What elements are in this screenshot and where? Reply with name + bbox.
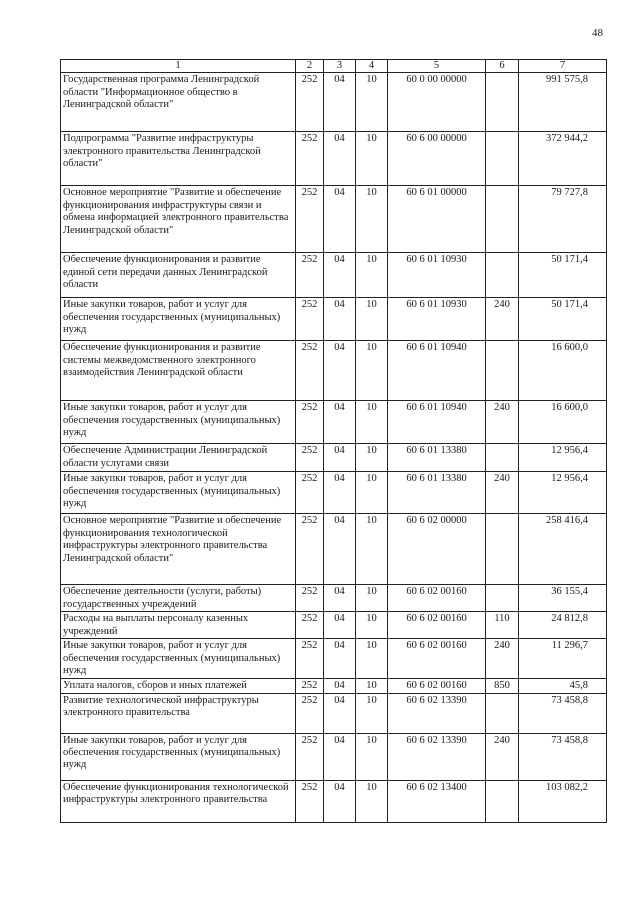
row-section: 04 [324, 132, 356, 186]
row-name: Обеспечение деятельности (услуги, работы) государственных учреждений [61, 585, 296, 612]
row-name: Уплата налогов, сборов и иных платежей [61, 679, 296, 693]
row-expense-type [486, 73, 519, 132]
row-target-article: 60 6 01 10930 [388, 298, 486, 341]
row-amount: 16 600,0 [519, 401, 607, 444]
row-admin-code: 252 [296, 733, 324, 780]
row-section: 04 [324, 780, 356, 822]
row-target-article: 60 6 01 13380 [388, 444, 486, 472]
row-name: Иные закупки товаров, работ и услуг для обеспечения государственных (муниципальных) нужд [61, 401, 296, 444]
row-subsection: 10 [356, 186, 388, 253]
row-name: Иные закупки товаров, работ и услуг для обеспечения государственных (муниципальных) нужд [61, 639, 296, 679]
table-row [61, 585, 607, 612]
row-admin-code: 252 [296, 341, 324, 401]
table-row [61, 73, 607, 132]
row-amount: 36 155,4 [519, 585, 607, 612]
table-body [61, 60, 607, 823]
table-header-row [61, 60, 607, 73]
row-amount: 12 956,4 [519, 444, 607, 472]
row-subsection: 10 [356, 132, 388, 186]
row-amount: 991 575,8 [519, 73, 607, 132]
row-subsection: 10 [356, 472, 388, 514]
row-name: Основное мероприятие "Развитие и обеспечение функционирования инфраструктуры связи и обмена информацией электронного правительства Ленинградской области" [61, 186, 296, 253]
row-expense-type [486, 514, 519, 585]
row-section: 04 [324, 401, 356, 444]
table-row [61, 444, 607, 472]
row-expense-type [486, 132, 519, 186]
row-target-article: 60 6 02 13390 [388, 693, 486, 733]
row-subsection: 10 [356, 639, 388, 679]
row-subsection: 10 [356, 298, 388, 341]
row-expense-type: 240 [486, 298, 519, 341]
row-subsection: 10 [356, 514, 388, 585]
header-cell-2: 2 [296, 60, 324, 73]
table-row [61, 132, 607, 186]
row-target-article: 60 6 02 00000 [388, 514, 486, 585]
row-admin-code: 252 [296, 693, 324, 733]
row-subsection: 10 [356, 253, 388, 298]
row-target-article: 60 6 00 00000 [388, 132, 486, 186]
row-amount: 258 416,4 [519, 514, 607, 585]
row-admin-code: 252 [296, 639, 324, 679]
header-cell-4: 4 [356, 60, 388, 73]
row-name: Иные закупки товаров, работ и услуг для обеспечения государственных (муниципальных) нужд [61, 472, 296, 514]
row-target-article: 60 6 01 10940 [388, 401, 486, 444]
row-amount: 50 171,4 [519, 298, 607, 341]
row-admin-code: 252 [296, 472, 324, 514]
row-name: Иные закупки товаров, работ и услуг для обеспечения государственных (муниципальных) нужд [61, 298, 296, 341]
row-expense-type: 850 [486, 679, 519, 693]
row-section: 04 [324, 693, 356, 733]
row-admin-code: 252 [296, 253, 324, 298]
row-subsection: 10 [356, 733, 388, 780]
row-section: 04 [324, 298, 356, 341]
row-subsection: 10 [356, 585, 388, 612]
row-amount: 50 171,4 [519, 253, 607, 298]
row-section: 04 [324, 514, 356, 585]
row-section: 04 [324, 186, 356, 253]
row-target-article: 60 0 00 00000 [388, 73, 486, 132]
row-section: 04 [324, 444, 356, 472]
table-row [61, 733, 607, 780]
row-section: 04 [324, 472, 356, 514]
row-amount: 24 812,8 [519, 612, 607, 639]
row-subsection: 10 [356, 341, 388, 401]
row-expense-type [486, 444, 519, 472]
header-cell-6: 6 [486, 60, 519, 73]
row-subsection: 10 [356, 693, 388, 733]
row-name: Расходы на выплаты персоналу казенных учреждений [61, 612, 296, 639]
row-section: 04 [324, 733, 356, 780]
row-subsection: 10 [356, 444, 388, 472]
table-row [61, 472, 607, 514]
table-row [61, 514, 607, 585]
header-cell-1: 1 [61, 60, 296, 73]
table-row [61, 253, 607, 298]
row-amount: 11 296,7 [519, 639, 607, 679]
row-name: Развитие технологической инфраструктуры электронного правительства [61, 693, 296, 733]
row-expense-type: 240 [486, 639, 519, 679]
row-section: 04 [324, 73, 356, 132]
row-admin-code: 252 [296, 612, 324, 639]
row-admin-code: 252 [296, 444, 324, 472]
row-expense-type [486, 693, 519, 733]
row-target-article: 60 6 02 00160 [388, 585, 486, 612]
row-name: Обеспечение Администрации Ленинградской области услугами связи [61, 444, 296, 472]
row-target-article: 60 6 02 00160 [388, 612, 486, 639]
header-cell-3: 3 [324, 60, 356, 73]
row-amount: 73 458,8 [519, 733, 607, 780]
row-subsection: 10 [356, 780, 388, 822]
budget-table [60, 59, 607, 823]
row-amount: 79 727,8 [519, 186, 607, 253]
row-admin-code: 252 [296, 679, 324, 693]
row-section: 04 [324, 341, 356, 401]
row-name: Обеспечение функционирования технологической инфраструктуры электронного правительства [61, 780, 296, 822]
table-row [61, 341, 607, 401]
row-admin-code: 252 [296, 585, 324, 612]
row-expense-type [486, 780, 519, 822]
row-target-article: 60 6 01 10930 [388, 253, 486, 298]
row-expense-type: 240 [486, 401, 519, 444]
table-row [61, 186, 607, 253]
row-name: Основное мероприятие "Развитие и обеспечение функционирования технологической инфраструктуры электронного правительства Ленинградской области" [61, 514, 296, 585]
table-row [61, 679, 607, 693]
row-subsection: 10 [356, 73, 388, 132]
row-admin-code: 252 [296, 132, 324, 186]
row-subsection: 10 [356, 612, 388, 639]
row-name: Обеспечение функционирования и развитие единой сети передачи данных Ленинградской области [61, 253, 296, 298]
table-row [61, 401, 607, 444]
row-expense-type [486, 186, 519, 253]
row-admin-code: 252 [296, 780, 324, 822]
row-target-article: 60 6 01 13380 [388, 472, 486, 514]
row-section: 04 [324, 585, 356, 612]
row-amount: 12 956,4 [519, 472, 607, 514]
row-name: Подпрограмма "Развитие инфраструктуры электронного правительства Ленинградской области" [61, 132, 296, 186]
table-row [61, 693, 607, 733]
row-expense-type [486, 253, 519, 298]
header-cell-7: 7 [519, 60, 607, 73]
row-section: 04 [324, 679, 356, 693]
row-amount: 103 082,2 [519, 780, 607, 822]
row-section: 04 [324, 612, 356, 639]
page-number: 48 [592, 27, 603, 39]
row-name: Государственная программа Ленинградской области "Информационное общество в Ленинградской области" [61, 73, 296, 132]
table-row [61, 639, 607, 679]
row-amount: 45,8 [519, 679, 607, 693]
row-section: 04 [324, 639, 356, 679]
row-expense-type [486, 341, 519, 401]
row-target-article: 60 6 01 00000 [388, 186, 486, 253]
row-expense-type: 240 [486, 472, 519, 514]
row-section: 04 [324, 253, 356, 298]
row-target-article: 60 6 02 13390 [388, 733, 486, 780]
row-expense-type [486, 585, 519, 612]
row-admin-code: 252 [296, 401, 324, 444]
table-row [61, 780, 607, 822]
row-amount: 16 600,0 [519, 341, 607, 401]
row-expense-type: 110 [486, 612, 519, 639]
row-name: Иные закупки товаров, работ и услуг для обеспечения государственных (муниципальных) нужд [61, 733, 296, 780]
header-cell-5: 5 [388, 60, 486, 73]
table-row [61, 612, 607, 639]
row-amount: 372 944,2 [519, 132, 607, 186]
row-admin-code: 252 [296, 73, 324, 132]
table-row [61, 298, 607, 341]
row-expense-type: 240 [486, 733, 519, 780]
row-admin-code: 252 [296, 514, 324, 585]
row-target-article: 60 6 02 00160 [388, 639, 486, 679]
row-subsection: 10 [356, 679, 388, 693]
row-amount: 73 458,8 [519, 693, 607, 733]
row-target-article: 60 6 02 13400 [388, 780, 486, 822]
row-target-article: 60 6 01 10940 [388, 341, 486, 401]
row-subsection: 10 [356, 401, 388, 444]
row-name: Обеспечение функционирования и развитие системы межведомственного электронного взаимодействия Ленинградской области [61, 341, 296, 401]
row-admin-code: 252 [296, 186, 324, 253]
row-admin-code: 252 [296, 298, 324, 341]
row-target-article: 60 6 02 00160 [388, 679, 486, 693]
